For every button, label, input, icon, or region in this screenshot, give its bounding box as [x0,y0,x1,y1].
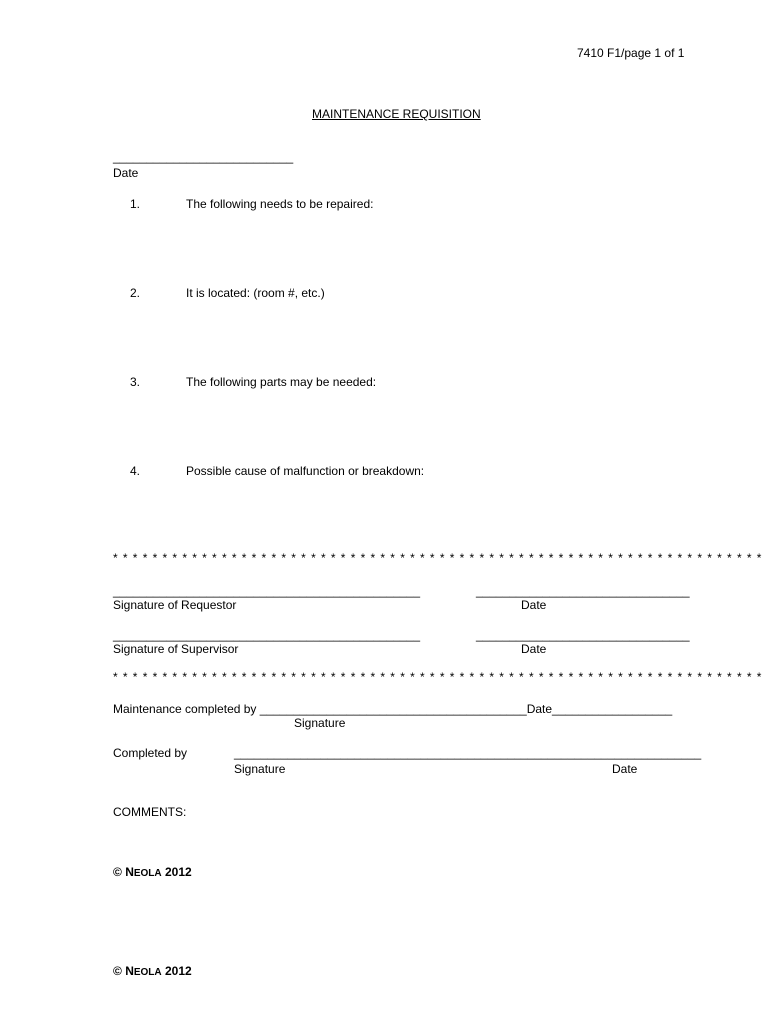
item-text-2: It is located: (room #, etc.) [186,286,325,300]
copyright-year: 2012 [164,865,192,879]
completed-by-line[interactable]: ______________________________________________________________________ [234,746,702,760]
maintenance-completed-line[interactable]: Maintenance completed by ________________________________________Date__________________ [113,702,673,716]
completed-by-label: Completed by [113,746,188,760]
page-title: MAINTENANCE REQUISITION [312,107,481,121]
supervisor-signature-line[interactable]: ______________________________________________ [113,628,420,642]
copyright-name-rest: EOLA [133,868,162,879]
copyright-notice-footer [113,964,192,978]
supervisor-date-label: Date [521,642,547,656]
star-separator-top: * * * * * * * * * * * * * * * * * * * * * * * * * * * * * * * * * * * * * * * * * * * * * * * * * * * * * * * * * * * * * * * * * * [113,551,763,565]
copyright-symbol: © [113,964,122,978]
item-text-1: The following needs to be repaired: [186,197,374,211]
copyright-symbol: © [113,865,122,879]
maintenance-signature-label: Signature [294,716,346,730]
date-label: Date [113,166,139,180]
requestor-date-label: Date [521,598,547,612]
item-text-4: Possible cause of malfunction or breakdown: [186,464,425,478]
completed-date-label: Date [612,762,638,776]
supervisor-signature-label: Signature of Supervisor [113,642,239,656]
completed-signature-label: Signature [234,762,286,776]
requestor-signature-line[interactable]: ______________________________________________ [113,584,420,598]
copyright-name-rest: EOLA [133,967,162,978]
supervisor-date-line[interactable]: ________________________________ [476,628,690,642]
item-text-3: The following parts may be needed: [186,375,377,389]
item-number-3: 3. [130,375,141,389]
item-number-2: 2. [130,286,141,300]
copyright-year: 2012 [164,964,192,978]
item-number-4: 4. [130,464,141,478]
requestor-signature-label: Signature of Requestor [113,598,237,612]
form-number: 7410 F1/page 1 of 1 [577,46,685,60]
item-number-1: 1. [130,197,141,211]
requestor-date-line[interactable]: ________________________________ [476,584,690,598]
copyright-initial: N [125,865,134,879]
date-line[interactable]: ___________________________ [113,150,294,164]
comments-label: COMMENTS: [113,805,187,819]
copyright-initial: N [125,964,134,978]
copyright-notice [113,865,192,879]
star-separator-bottom: * * * * * * * * * * * * * * * * * * * * * * * * * * * * * * * * * * * * * * * * * * * * * * * * * * * * * * * * * * * * * * * * * * [113,670,763,684]
